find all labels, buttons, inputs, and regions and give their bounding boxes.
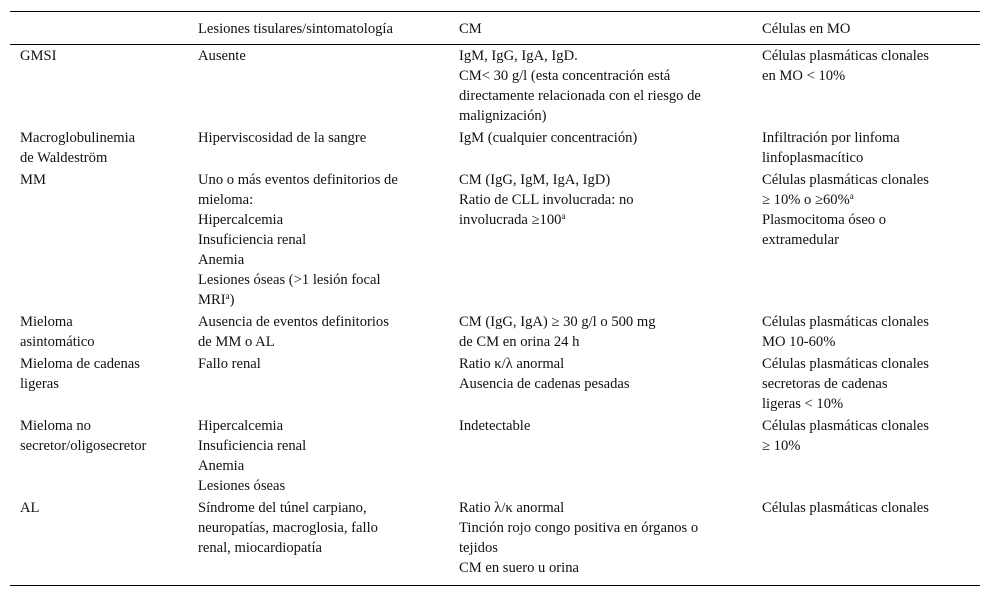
lesiones-cell: Ausencia de eventos definitorios de MM o AL <box>198 314 389 350</box>
footnote-mark: a <box>561 211 566 221</box>
table-row-al <box>10 498 980 585</box>
cm-cell: IgM, IgG, IgA, IgD. CM< 30 g/l (esta concentración está directamente relacionada con el riesgo de malignización) <box>459 48 701 124</box>
celulas-cell: Infiltración por linfoma linfoplasmacítico <box>762 130 900 166</box>
row-label: Mieloma no secretor/oligosecretor <box>20 418 147 454</box>
cm-cell: Indetectable <box>459 418 531 434</box>
cm-cell: Ratio κ/λ anormal Ausencia de cadenas pesadas <box>459 356 630 392</box>
header-cell-celulas: Células en MO <box>762 21 851 37</box>
cm-cell: CM (IgG, IgA) ≥ 30 g/l o 500 mg de CM en orina 24 h <box>459 314 656 350</box>
row-label: Mieloma asintomático <box>20 314 95 350</box>
row-label: Macroglobulinemia de Waldeström <box>20 130 136 166</box>
row-label: AL <box>20 500 40 516</box>
lesiones-cell: Fallo renal <box>198 356 261 372</box>
lesiones-cell: Uno o más eventos definitorios de mieloma: Hipercalcemia Insuficiencia renal Anemia Lesiones óseas (>1 lesión focal MRI$^a$) <box>198 172 398 308</box>
table-row-gmsi <box>10 46 980 128</box>
row-label: Mieloma de cadenas ligeras <box>20 356 140 392</box>
cm-cell: CM (IgG, IgM, IgA, IgD) Ratio de CLL involucrada: no involucrada $\ge 100^a$ <box>459 172 634 228</box>
cm-cell: IgM (cualquier concentración) <box>459 130 638 146</box>
header-cell-lesiones: Lesiones tisulares/sintomatología <box>198 21 393 37</box>
celulas-cell: Células plasmáticas clonales ≥ 10% <box>762 418 929 454</box>
lesiones-cell: Hipercalcemia Insuficiencia renal Anemia Lesiones óseas <box>198 418 307 494</box>
lesiones-cell: Ausente <box>198 48 246 64</box>
header-cell-cm: CM <box>459 21 482 37</box>
table-row-mm <box>10 170 980 312</box>
cm-cell: Ratio λ/κ anormal Tinción rojo congo positiva en órganos o tejidos CM en suero u orina <box>459 500 699 576</box>
celulas-cell: Células plasmáticas clonales en MO < 10% <box>762 48 929 84</box>
celulas-cell: Células plasmáticas clonales <box>762 500 929 516</box>
lesiones-cell: Síndrome del túnel carpiano, neuropatías, macroglosia, fallo renal, miocardiopatía <box>198 500 378 556</box>
table-row-mieloma-cadenas-ligeras <box>10 354 980 416</box>
table-header-row <box>10 12 980 45</box>
lesiones-cell: Hiperviscosidad de la sangre <box>198 130 367 146</box>
table-row-mieloma-asintomatico <box>10 312 980 354</box>
table-row-mieloma-no-secretor <box>10 416 980 498</box>
table-row-macroglobulinemia <box>10 128 980 170</box>
celulas-cell: Células plasmáticas clonales secretoras de cadenas ligeras < 10% <box>762 356 929 412</box>
row-label: MM <box>20 172 46 188</box>
celulas-cell: Células plasmáticas clonales MO 10-60% <box>762 314 929 350</box>
footnote-mark: a <box>849 191 854 201</box>
footnote-mark: a <box>225 291 230 301</box>
row-label: GMSI <box>20 48 57 64</box>
celulas-cell: Células plasmáticas clonales ≥ 10% o ≥60%$^a$ Plasmocitoma óseo o extramedular <box>762 172 929 248</box>
criteria-table <box>10 11 980 586</box>
